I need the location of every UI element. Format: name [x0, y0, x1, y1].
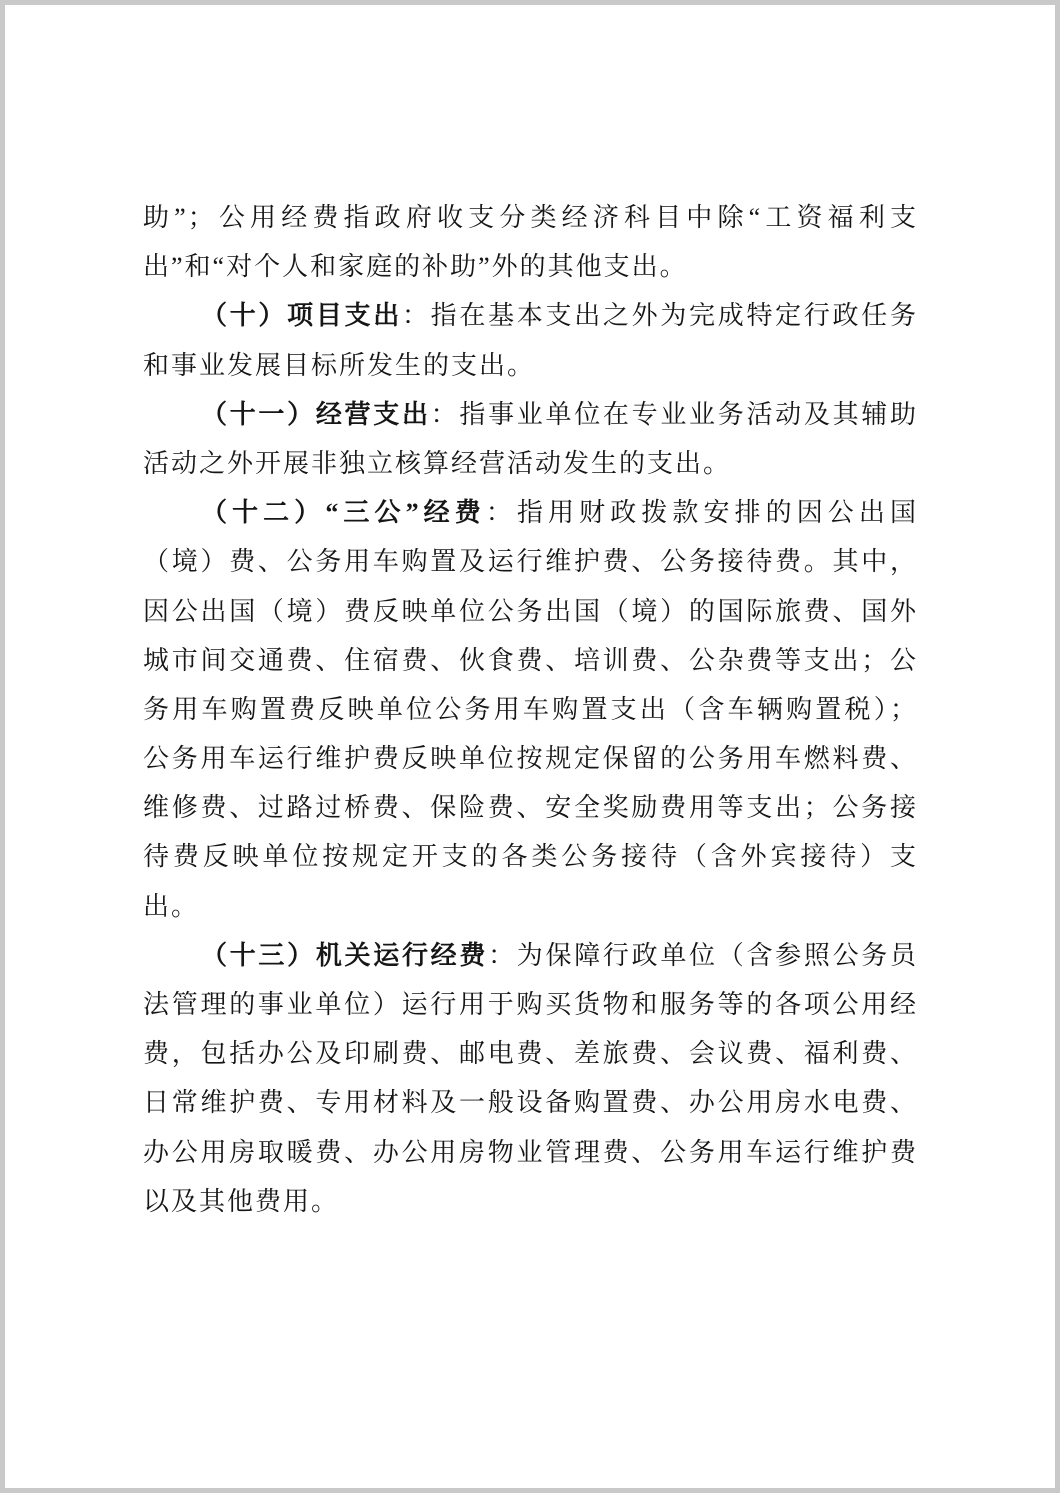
text-line: 办公用房取暖费、办公用房物业管理费、公务用车运行维护费 [143, 1137, 918, 1167]
text-line: 因公出国（境）费反映单位公务出国（境）的国际旅费、国外 [143, 596, 918, 626]
text-line: 公务用车运行维护费反映单位按规定保留的公务用车燃料费、 [143, 744, 918, 774]
paragraph [143, 291, 918, 389]
text-line-segment: ：指用财政拨款安排的因公出国 [485, 498, 918, 528]
paragraph-first-line [143, 488, 918, 537]
text-line: （境）费、公务用车购置及运行维护费、公务接待费。其中， [143, 547, 918, 577]
text-line: 维修费、过路过桥费、保险费、安全奖励费用等支出；公务接 [143, 793, 918, 823]
paragraph [143, 931, 918, 1226]
paragraph [143, 488, 918, 931]
text-line: 城市间交通费、住宿费、伙食费、培训费、公杂费等支出；公 [143, 645, 918, 675]
paragraph-heading: （十三）机关运行经费 [201, 940, 489, 970]
text-line: 法管理的事业单位）运行用于购买货物和服务等的各项公用经 [143, 990, 918, 1019]
paragraph-first-line [143, 931, 918, 980]
text-line-segment: ：为保障行政单位（含参照公务员 [488, 940, 918, 970]
text-line: 出。 [143, 891, 200, 921]
text-line: 出”和“对个人和家庭的补助”外的其他支出。 [143, 252, 688, 282]
paragraph [143, 193, 918, 291]
text-line: 待费反映单位按规定开支的各类公务接待（含外宾接待）支 [143, 842, 918, 872]
paragraph-heading: （十二）“三公”经费 [201, 498, 486, 528]
paragraph [143, 390, 918, 488]
text-line: 费，包括办公及印刷费、邮电费、差旅费、会议费、福利费、 [143, 1039, 918, 1069]
paragraph-first-line [143, 390, 918, 439]
document-page [5, 5, 1055, 1488]
paragraph-heading: （十）项目支出 [201, 301, 402, 331]
text-line: 助”；公用经费指政府收支分类经济科目中除“工资福利支 [143, 203, 918, 232]
text-line: 以及其他费用。 [143, 1186, 340, 1216]
text-line: 务用车购置费反映单位公务用车购置支出（含车辆购置税）； [143, 694, 918, 724]
text-line-segment: ：指事业单位在专业业务活动及其辅助 [430, 399, 918, 429]
text-line: 活动之外开展非独立核算经营活动发生的支出。 [143, 448, 732, 478]
paragraph-heading: （十一）经营支出 [201, 399, 431, 429]
paragraph-first-line [143, 291, 918, 340]
text-line-segment: ：指在基本支出之外为完成特定行政任务 [401, 301, 918, 331]
document-body [143, 193, 918, 1226]
text-line: 和事业发展目标所发生的支出。 [143, 350, 536, 380]
text-line: 日常维护费、专用材料及一般设备购置费、办公用房水电费、 [143, 1088, 918, 1118]
